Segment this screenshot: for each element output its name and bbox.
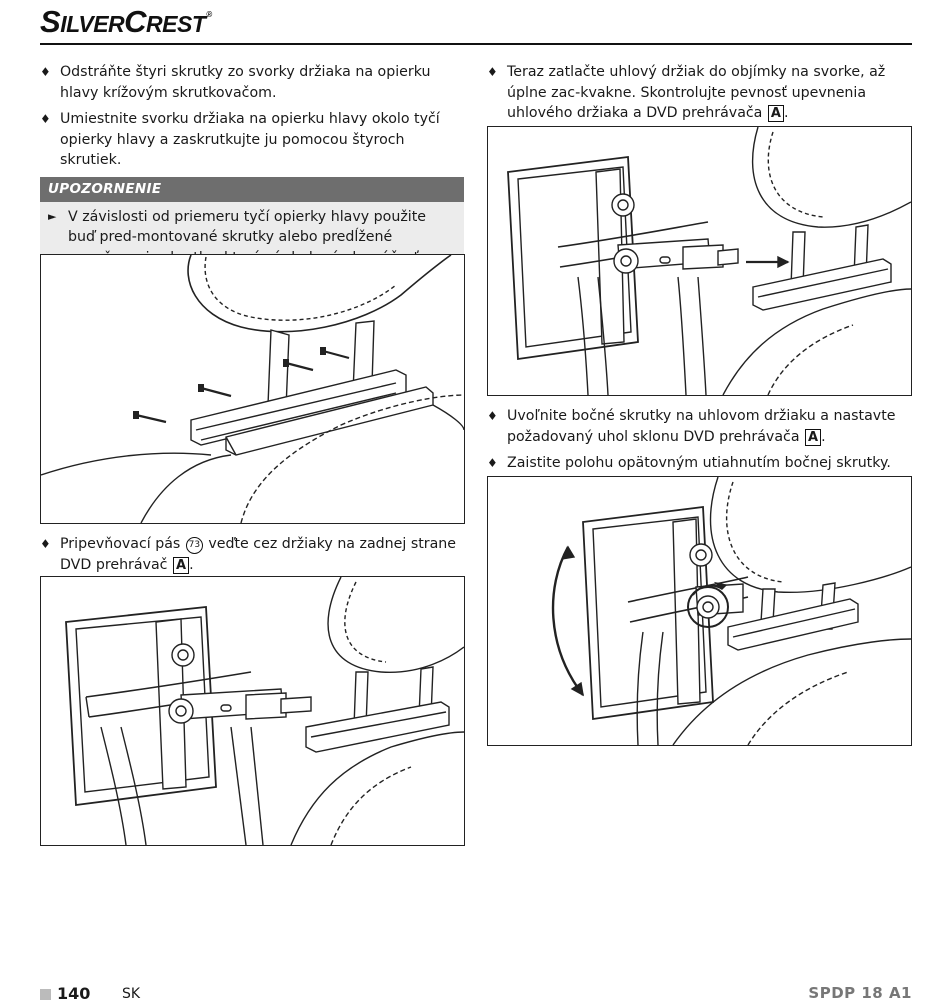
bullet-icon: ♦ xyxy=(487,456,498,470)
page-footer xyxy=(40,984,912,1004)
instruction-fix-position: ♦ Zaistite polohu opätovným utiahnutím bočnej skrutky. xyxy=(487,453,911,474)
instruction-push-angle-holder: ♦ Teraz zatlačte uhlový držiak do objímky na svorke, až úplne zac-kvakne. Skontrolujte pevnosť upevnenia uhlového držiaka a DVD prehrávača A . xyxy=(487,64,886,121)
note-title: UPOZORNENIE xyxy=(40,177,464,202)
right-column xyxy=(487,62,911,130)
language-code: SK xyxy=(122,986,141,1002)
bullet-icon: ♦ xyxy=(487,409,498,423)
instruction-place-clamp: ♦ Umiestnite svorku držiaka na opierku hlavy okolo tyčí opierky hlavy a zaskrutkujte ju pomocou štyroch skrutiek. xyxy=(40,111,440,168)
left-column-lower xyxy=(40,534,464,581)
figure-tilt-adjustment xyxy=(487,476,912,746)
note-body: ► V závislosti od priemeru tyčí opierky hlavy použite buď pred-montované skrutky alebo predĺžené xyxy=(40,202,464,293)
figure-strap-routing xyxy=(40,576,465,846)
figure-push-into-clamp xyxy=(487,126,912,396)
bullet-icon: ♦ xyxy=(487,65,498,79)
bullet-icon: ♦ xyxy=(40,537,51,551)
right-column-lower xyxy=(487,406,911,480)
bullet-icon: ♦ xyxy=(40,112,51,126)
silvercrest-logo: SILVERCREST® xyxy=(40,4,212,39)
page-number: 140 xyxy=(57,984,91,1003)
footer-square-icon xyxy=(40,989,51,1000)
figure-clamp-screws xyxy=(40,254,465,524)
model-number: SPDP 18 A1 xyxy=(808,984,912,1002)
instruction-remove-screws: ♦ Odstráňte štyri skrutky zo svorky držiaka na opierku hlavy krížovým skrutkovačom. xyxy=(40,64,431,101)
instruction-route-strap: ♦ Pripevňovací pás 73 veďte cez držiaky na zadnej strane DVD prehrávač A . xyxy=(40,536,457,573)
page-header xyxy=(40,0,912,46)
part-ref-73: 73 xyxy=(186,537,203,554)
figure-ref-a: A xyxy=(805,429,821,446)
arrow-right-icon: ► xyxy=(48,209,57,223)
bullet-icon: ♦ xyxy=(40,65,51,79)
header-rule xyxy=(40,43,912,45)
instruction-loosen-side-screws: ♦ Uvoľnite bočné skrutky na uhlovom držiaku a nastavte požadovaný uhol sklonu DVD prehrávača A . xyxy=(487,408,896,445)
figure-ref-a: A xyxy=(173,557,189,574)
figure-ref-a: A xyxy=(768,105,784,122)
